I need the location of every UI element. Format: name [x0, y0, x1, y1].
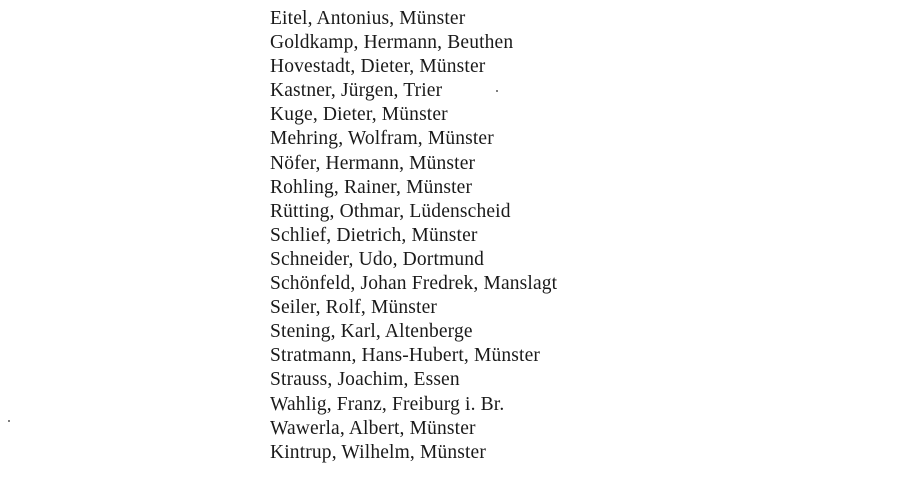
- list-item: Kintrup, Wilhelm, Münster: [270, 441, 487, 463]
- list-item: Wawerla, Albert, Münster: [270, 417, 476, 439]
- list-item: Seiler, Rolf, Münster: [270, 297, 438, 319]
- list-item: Schlief, Dietrich, Münster: [270, 224, 478, 246]
- list-item: Strauss, Joachim, Essen: [270, 369, 460, 391]
- list-item: Schneider, Udo, Dortmund: [270, 248, 485, 270]
- list-item: Stening, Karl, Altenberge: [270, 321, 473, 343]
- list-item: Eitel, Antonius, Münster: [270, 8, 466, 29]
- list-item: Kastner, Jürgen, Trier: [270, 80, 443, 102]
- list-item: Kuge, Dieter, Münster: [270, 104, 448, 126]
- list-item: Stratmann, Hans-Hubert, Münster: [270, 345, 541, 367]
- list-item: Rütting, Othmar, Lüdenscheid: [270, 200, 511, 222]
- name-list: [270, 7, 557, 465]
- list-item: Mehring, Wolfram, Münster: [270, 128, 494, 150]
- list-item: Goldkamp, Hermann, Beuthen: [270, 32, 514, 54]
- scan-speck: [496, 90, 498, 92]
- list-item: Nöfer, Hermann, Münster: [270, 152, 476, 174]
- list-item: Schönfeld, Johan Fredrek, Manslagt: [270, 273, 558, 295]
- scan-speck: [8, 420, 10, 422]
- list-item: Rohling, Rainer, Münster: [270, 176, 473, 198]
- list-item: Wahlig, Franz, Freiburg i. Br.: [270, 393, 505, 415]
- list-item: Hovestadt, Dieter, Münster: [270, 56, 486, 78]
